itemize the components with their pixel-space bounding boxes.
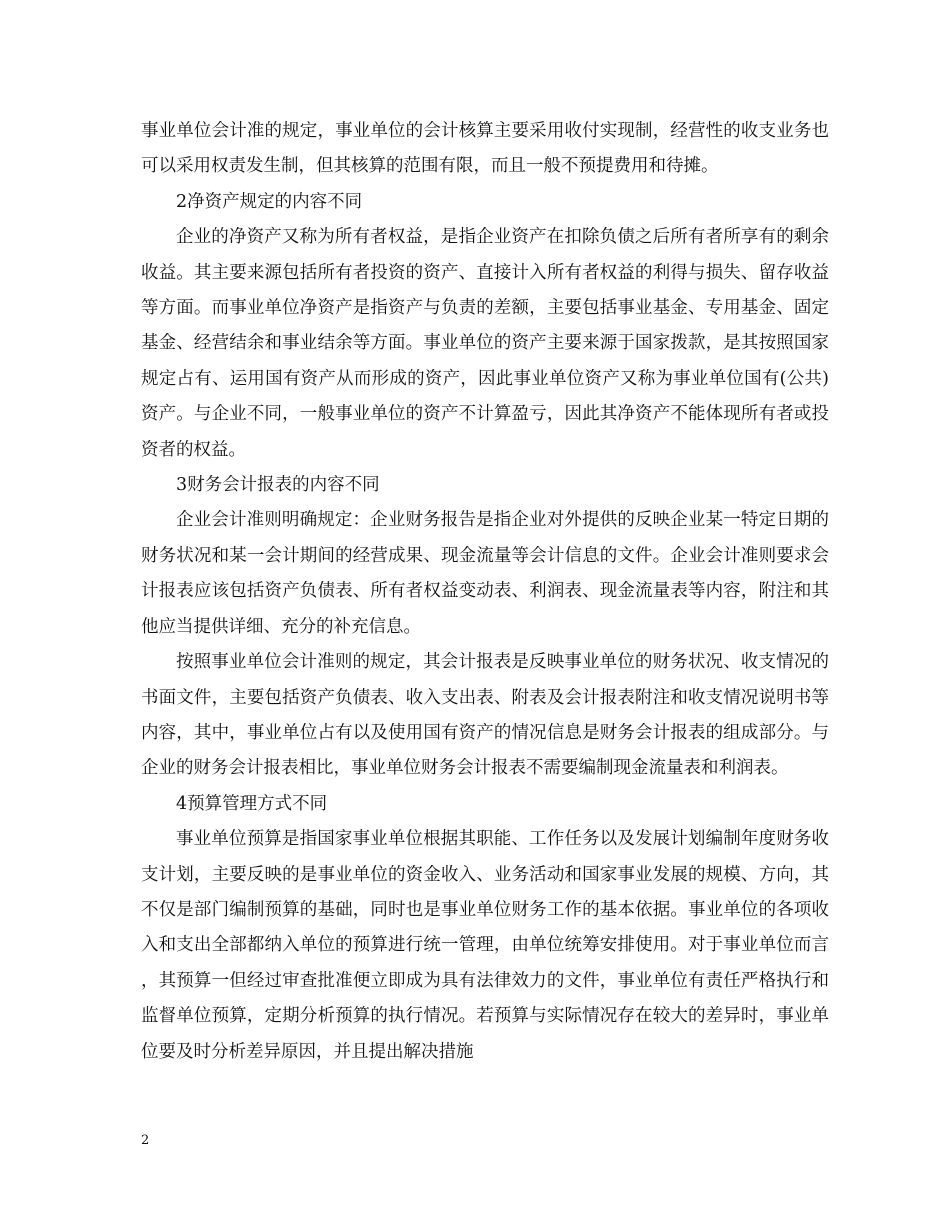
section-heading-net-assets: 2净资产规定的内容不同 (176, 191, 363, 212)
continuation-paragraph: 事业单位会计准的规定，事业单位的会计核算主要采用收付实现制，经营性的收支业务也可以采用权责发生制，但其核算的范围有限，而且一般不预提费用和待摊。 (141, 121, 829, 177)
paragraph-enterprise-statements: 企业会计准则明确规定：企业财务报告是指企业对外提供的反映企业某一特定日期的财务状况和某一会计期间的经营成果、现金流量等会计信息的文件。企业会计准则要求会计报表应该包括资产负债表、所有者权益变动表、利润表、现金流量表等内容，附注和其他应当提供详细、充分的补充信息。 (141, 510, 829, 637)
section-heading-financial-statements: 3财务会计报表的内容不同 (176, 475, 380, 496)
section-heading-budget-management: 4预算管理方式不同 (176, 793, 328, 814)
paragraph-net-assets: 企业的净资产又称为所有者权益，是指企业资产在扣除负债之后所有者所享有的剩余收益。其主要来源包括所有者投资的资产、直接计入所有者权益的利得与损失、留存收益等方面。而事业单位净资产是指资产与负责的差额，主要包括事业基金、专用基金、固定基金、经营结余和事业结余等方面。事业单位的资产主要来源于国家拨款，是其按照国家规定占有、运用国有资产从而形成的资产，因此事业单位资产又称为事业单位国有(公共) 资产。与企业不同，一般事业单位的资产不计算盈亏，因此其净资产不能体现所有者或投资者的权益。 (141, 227, 829, 460)
paragraph-public-institution-statements: 按照事业单位会计准则的规定，其会计报表是反映事业单位的财务状况、收支情况的书面文件，主要包括资产负债表、收入支出表、附表及会计报表附注和收支情况说明书等内容，其中，事业单位占有以及使用国有资产的情况信息是财务会计报表的组成部分。与企业的财务会计报表相比，事业单位财务会计报表不需要编制现金流量表和利润表。 (141, 652, 829, 779)
body-text (141, 114, 829, 1070)
page-number: 2 (141, 1133, 150, 1148)
paragraph-budget-management: 事业单位预算是指国家事业单位根据其职能、工作任务以及发展计划编制年度财务收支计划，主要反映的是事业单位的资金收入、业务活动和国家事业发展的规模、方向，其不仅是部门编制预算的基础，同时也是事业单位财务工作的基本依据。事业单位的各项收入和支出全部都纳入单位的预算进行统一管理，由单位统筹安排使用。对于事业单位而言，其预算一但经过审查批准便立即成为具有法律效力的文件，事业单位有责任严格执行和监督单位预算，定期分析预算的执行情况。若预算与实际情况存在较大的差异时，事业单位要及时分析差异原因，并且提出解决措施 (141, 829, 829, 1062)
